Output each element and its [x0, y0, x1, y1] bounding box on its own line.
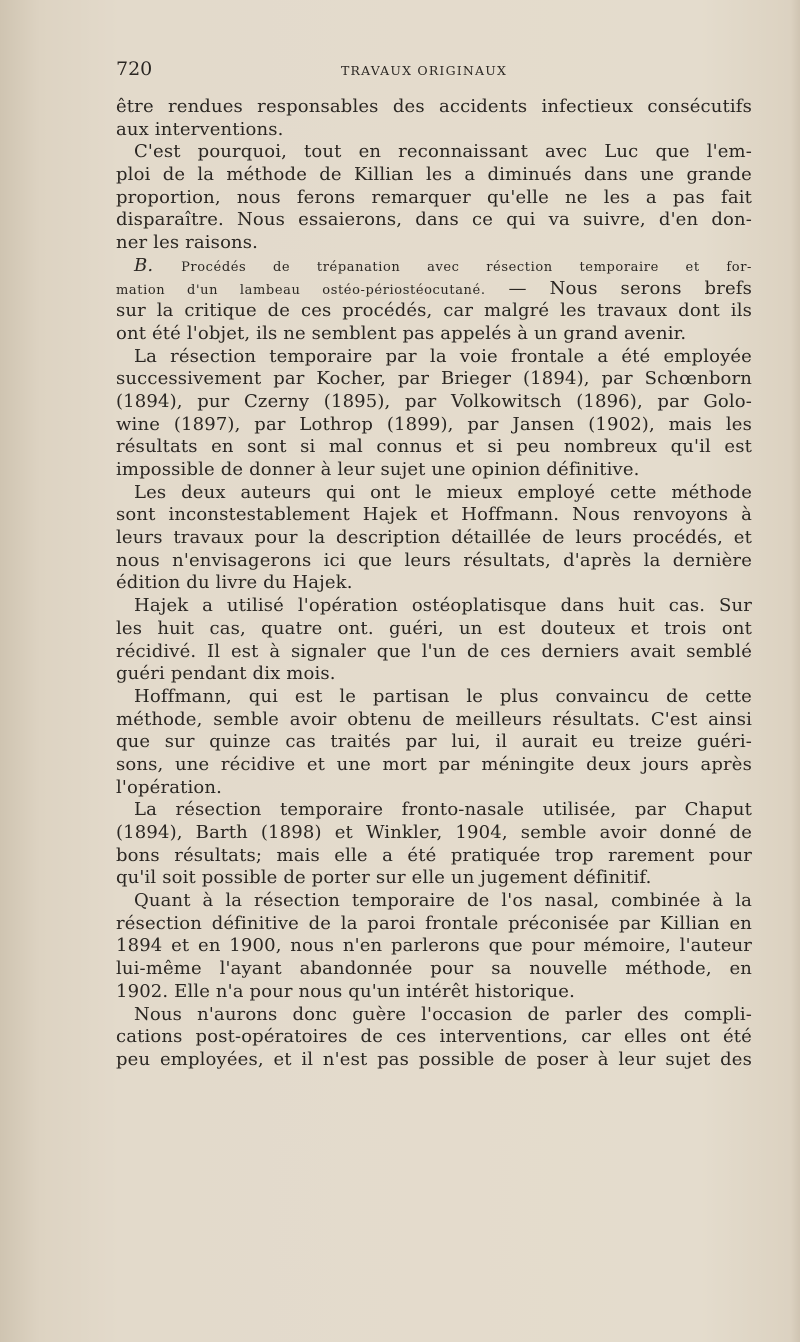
text-line: disparaître. Nous essaierons, dans ce qui va suivre, d'en don- — [116, 209, 752, 231]
text-line: (1894), pur Czerny (1895), par Volkowitsch (1896), par Golo- — [116, 390, 752, 412]
text-line: être rendues responsables des accidents infectieux consécutifs — [116, 96, 752, 117]
text-line: récidivé. Il est à signaler que l'un de ces derniers avait semblé — [116, 640, 752, 662]
section-heading-line — [116, 278, 752, 301]
text-line: Les deux auteurs qui ont le mieux employé cette méthode — [134, 481, 752, 503]
text-line: l'opération. — [116, 776, 222, 798]
text-line: Nous n'aurons donc guère l'occasion de parler des compli- — [134, 1003, 752, 1025]
text-line: qu'il soit possible de porter sur elle un jugement définitif. — [116, 867, 652, 889]
text-line: ploi de la méthode de Killian les a diminués dans une grande — [116, 164, 752, 186]
text-fragment: — Nous serons brefs — [508, 277, 752, 299]
text-line: guéri pendant dix mois. — [116, 663, 336, 685]
text-line: leurs travaux pour la description détaillée de leurs procédés, et — [116, 527, 752, 549]
text-line: C'est pourquoi, tout en reconnaissant avec Luc que l'em- — [134, 141, 752, 163]
text-line: proportion, nous ferons remarquer qu'elle ne les a pas fait — [116, 186, 752, 208]
text-line: 1902. Elle n'a pour nous qu'un intérêt historique. — [116, 980, 575, 1002]
text-line: résultats en sont si mal connus et si peu nombreux qu'il est — [116, 436, 752, 458]
section-heading-line — [116, 255, 752, 278]
text-line: successivement par Kocher, par Brieger (1894), par Schœnborn — [116, 368, 752, 390]
text-line: wine (1897), par Lothrop (1899), par Jansen (1902), mais les — [116, 413, 752, 435]
text-line: aux interventions. — [116, 118, 284, 140]
text-line: édition du livre du Hajek. — [116, 572, 353, 594]
page-header — [116, 58, 752, 86]
text-line: peu employées, et il n'est pas possible de poser à leur sujet des — [116, 1048, 752, 1070]
page-number: 720 — [116, 58, 153, 80]
text-line: sur la critique de ces procédés, car malgré les travaux dont ils — [116, 300, 752, 322]
text-line: ont été l'objet, ils ne semblent pas appelés à un grand avenir. — [116, 322, 687, 344]
text-line: nous n'envisagerons ici que leurs résultats, d'après la dernière — [116, 549, 752, 571]
text-line: bons résultats; mais elle a été pratiquée trop rarement pour — [116, 844, 752, 866]
text-line: que sur quinze cas traités par lui, il aurait eu treize guéri- — [116, 731, 752, 753]
text-line: méthode, semble avoir obtenu de meilleurs résultats. C'est ainsi — [116, 708, 752, 730]
text-line: La résection temporaire par la voie frontale a été employée — [134, 345, 752, 367]
text-line: ner les raisons. — [116, 232, 259, 254]
running-title: TRAVAUX ORIGINAUX — [341, 63, 508, 78]
text-line: impossible de donner à leur sujet une opinion définitive. — [116, 459, 640, 480]
text-line: La résection temporaire fronto-nasale utilisée, par Chaput — [134, 799, 752, 821]
text-line: Quant à la résection temporaire de l'os nasal, combinée à la — [134, 890, 752, 912]
text-line: sont inconstestablement Hajek et Hoffmann. Nous renvoyons à — [116, 504, 752, 526]
page-body — [116, 96, 752, 1072]
text-line: Hoffmann, qui est le partisan le plus convaincu de cette — [134, 685, 752, 707]
text-line: sons, une récidive et une mort par méningite deux jours après — [116, 753, 752, 775]
section-heading: Procédés de trépanation avec résection temporaire et for- — [181, 259, 752, 275]
text-line: résection définitive de la paroi frontale préconisée par Killian en — [116, 912, 752, 934]
text-line: (1894), Barth (1898) et Winkler, 1904, semble avoir donné de — [116, 822, 752, 843]
text-line: lui-même l'ayant abandonnée pour sa nouvelle méthode, en — [116, 958, 752, 980]
text-line: cations post-opératoires de ces interventions, car elles ont été — [116, 1026, 752, 1048]
section-heading-continued: mation d'un lambeau ostéo-périostéocutané. — [116, 282, 486, 298]
section-letter: B. — [134, 254, 154, 276]
text-line: Hajek a utilisé l'opération ostéoplatisque dans huit cas. Sur — [134, 595, 752, 617]
text-line: 1894 et en 1900, nous n'en parlerons que pour mémoire, l'auteur — [116, 935, 752, 957]
text-line: les huit cas, quatre ont. guéri, un est douteux et trois ont — [116, 617, 752, 639]
